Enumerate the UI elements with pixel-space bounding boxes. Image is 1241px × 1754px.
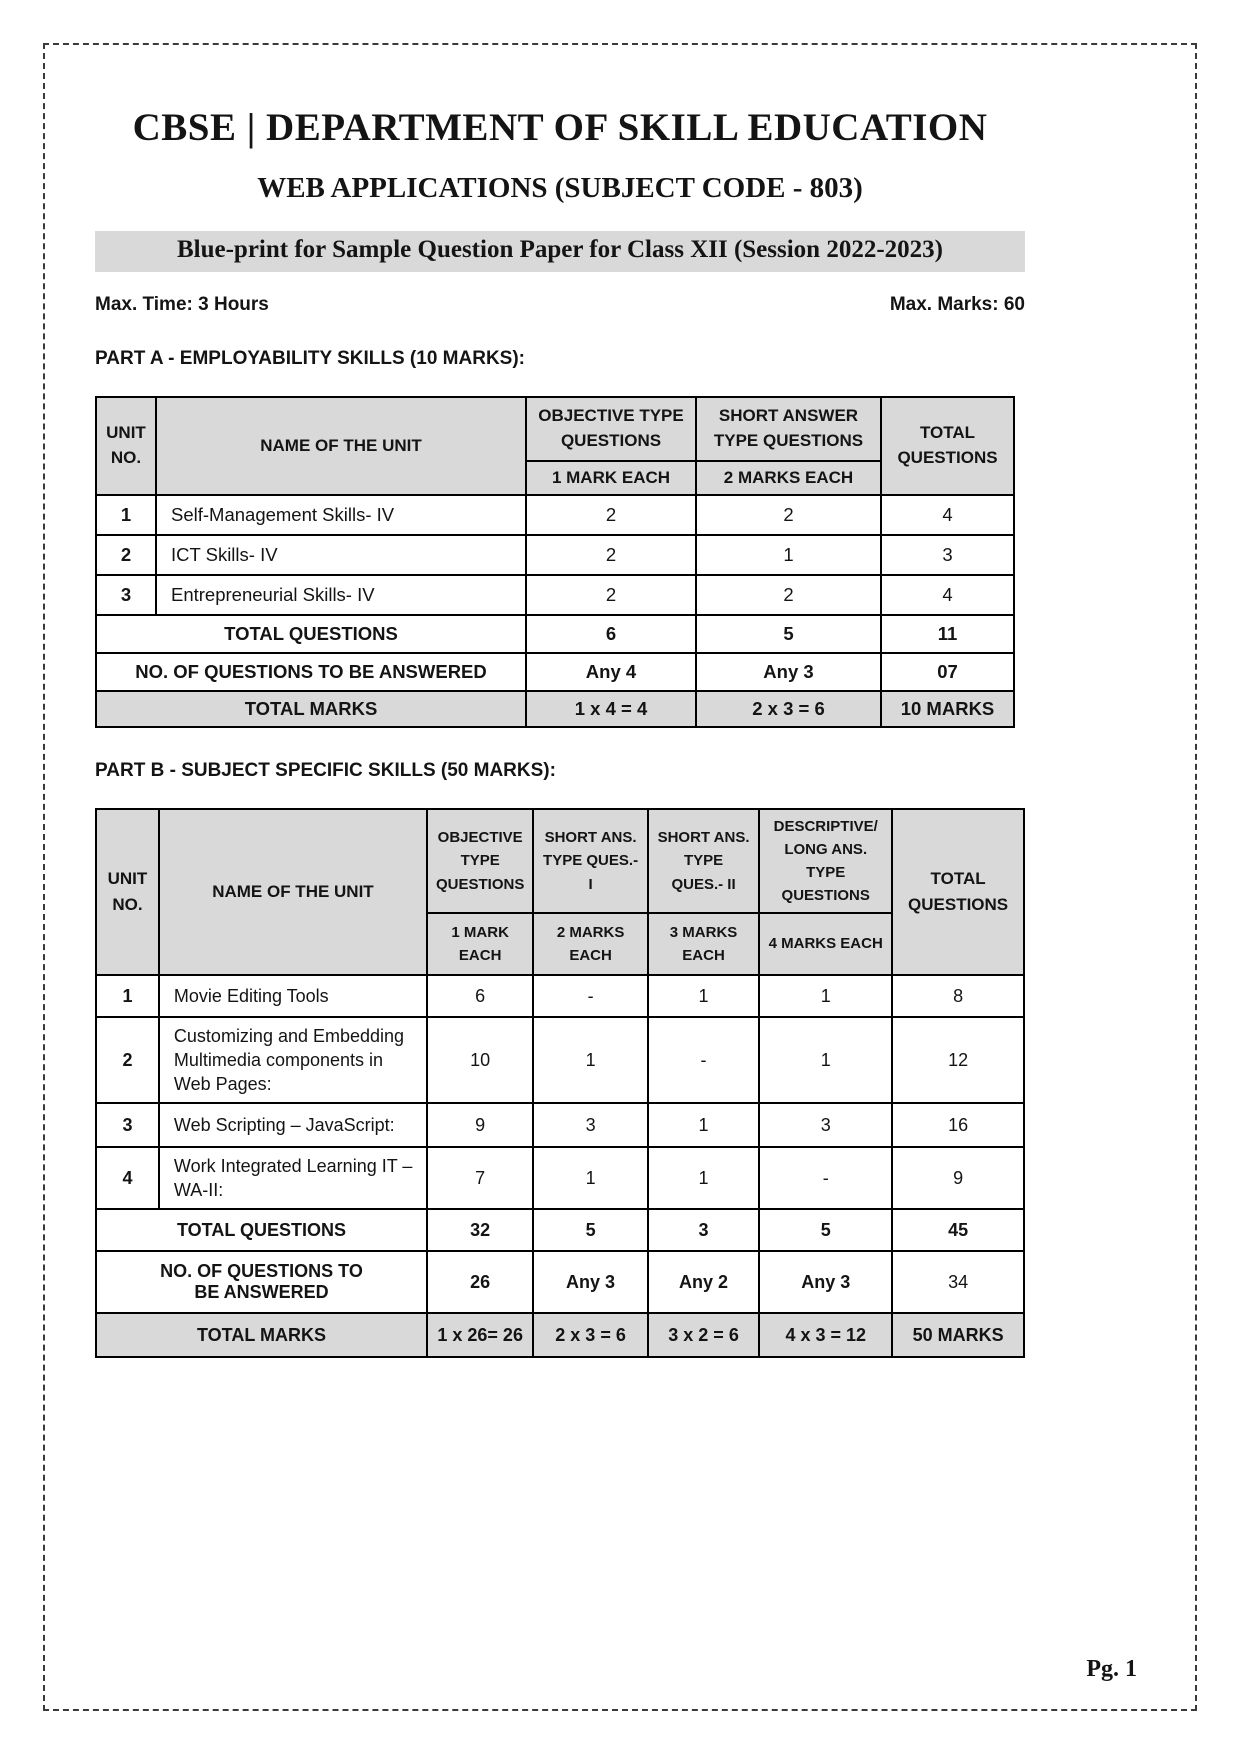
answered-total-cell: 07 [881, 653, 1014, 691]
descriptive-cell: 1 [759, 1017, 892, 1103]
part-a-col-objective: OBJECTIVE TYPE QUESTIONS [526, 397, 696, 461]
part-a-col-unit-no: UNIT NO. [96, 397, 156, 495]
total-short-answer-cell: 5 [696, 615, 881, 653]
unit-no-cell: 1 [96, 495, 156, 535]
total-questions-label: TOTAL QUESTIONS [96, 1209, 427, 1251]
total-total-cell: 11 [881, 615, 1014, 653]
unit-no-cell: 1 [96, 975, 159, 1017]
marks-descriptive-cell: 4 x 3 = 12 [759, 1313, 892, 1357]
table-row [96, 535, 1014, 575]
short2-cell: 1 [648, 1147, 760, 1209]
marks-objective-cell: 1 x 26= 26 [427, 1313, 533, 1357]
exam-meta-row [95, 294, 1025, 316]
marks-total-cell: 50 MARKS [892, 1313, 1024, 1357]
part-a-table [95, 396, 1015, 728]
total-cell: 8 [892, 975, 1024, 1017]
short2-cell: 1 [648, 1103, 760, 1147]
page-number: Pg. 1 [1086, 1656, 1137, 1682]
total-cell: 9 [892, 1147, 1024, 1209]
total-marks-row [96, 691, 1014, 727]
max-marks-label: Max. Marks: 60 [889, 294, 1025, 315]
unit-name-cell: Self-Management Skills- IV [156, 495, 526, 535]
table-row [96, 975, 1024, 1017]
part-a-col-total: TOTAL QUESTIONS [881, 397, 1014, 495]
part-b-subcol-2-marks: 2 MARKS EACH [533, 913, 647, 975]
unit-name-cell: ICT Skills- IV [156, 535, 526, 575]
table-row [96, 575, 1014, 615]
max-time-label: Max. Time: 3 Hours [95, 294, 269, 315]
part-b-subcol-3-marks: 3 MARKS EACH [648, 913, 760, 975]
total-cell: 4 [881, 495, 1014, 535]
marks-short-answer-cell: 2 x 3 = 6 [696, 691, 881, 727]
part-b-col-short1: SHORT ANS. TYPE QUES.- I [533, 809, 647, 913]
to-be-answered-row [96, 653, 1014, 691]
unit-name-cell: Web Scripting – JavaScript: [159, 1103, 427, 1147]
objective-cell: 2 [526, 535, 696, 575]
short2-cell: 1 [648, 975, 760, 1017]
page-title: CBSE | DEPARTMENT OF SKILL EDUCATION [132, 106, 988, 149]
objective-cell: 2 [526, 495, 696, 535]
answered-objective-cell: 26 [427, 1251, 533, 1313]
total-short2-cell: 3 [648, 1209, 760, 1251]
descriptive-cell: - [759, 1147, 892, 1209]
part-b-col-objective: OBJECTIVE TYPE QUESTIONS [427, 809, 533, 913]
objective-cell: 2 [526, 575, 696, 615]
total-cell: 16 [892, 1103, 1024, 1147]
total-questions-row [96, 615, 1014, 653]
total-descriptive-cell: 5 [759, 1209, 892, 1251]
answered-descriptive-cell: Any 3 [759, 1251, 892, 1313]
unit-name-cell: Work Integrated Learning IT – WA-II: [159, 1147, 427, 1209]
to-be-answered-label-text: NO. OF QUESTIONS TO BE ANSWERED [160, 1261, 363, 1302]
answered-objective-cell: Any 4 [526, 653, 696, 691]
total-marks-label: TOTAL MARKS [96, 691, 526, 727]
short1-cell: 3 [533, 1103, 647, 1147]
answered-short-answer-cell: Any 3 [696, 653, 881, 691]
part-b-col-unit-no: UNIT NO. [96, 809, 159, 975]
total-cell: 4 [881, 575, 1014, 615]
short-answer-cell: 1 [696, 535, 881, 575]
unit-no-cell: 2 [96, 535, 156, 575]
to-be-answered-row [96, 1251, 1024, 1313]
part-a-heading: PART A - EMPLOYABILITY SKILLS (10 MARKS): [95, 348, 525, 369]
total-marks-row [96, 1313, 1024, 1357]
table-row [96, 1017, 1024, 1103]
unit-name-cell: Movie Editing Tools [159, 975, 427, 1017]
short2-cell: - [648, 1017, 760, 1103]
part-b-subcol-1-mark: 1 MARK EACH [427, 913, 533, 975]
unit-no-cell: 3 [96, 575, 156, 615]
unit-name-cell: Entrepreneurial Skills- IV [156, 575, 526, 615]
total-objective-cell: 32 [427, 1209, 533, 1251]
total-cell: 12 [892, 1017, 1024, 1103]
objective-cell: 7 [427, 1147, 533, 1209]
to-be-answered-label [96, 1251, 427, 1313]
total-total-cell: 45 [892, 1209, 1024, 1251]
short-answer-cell: 2 [696, 575, 881, 615]
part-b-heading: PART B - SUBJECT SPECIFIC SKILLS (50 MARKS): [95, 760, 556, 781]
table-row [96, 1103, 1024, 1147]
part-b-subcol-4-marks: 4 MARKS EACH [759, 913, 892, 975]
part-a-col-short-answer: SHORT ANSWER TYPE QUESTIONS [696, 397, 881, 461]
marks-total-cell: 10 MARKS [881, 691, 1014, 727]
total-objective-cell: 6 [526, 615, 696, 653]
unit-no-cell: 3 [96, 1103, 159, 1147]
part-b-col-name: NAME OF THE UNIT [159, 809, 427, 975]
blueprint-banner: Blue-print for Sample Question Paper for Class XII (Session 2022-2023) [95, 231, 1025, 272]
short1-cell: 1 [533, 1017, 647, 1103]
total-marks-label: TOTAL MARKS [96, 1313, 427, 1357]
objective-cell: 10 [427, 1017, 533, 1103]
short1-cell: 1 [533, 1147, 647, 1209]
total-questions-label: TOTAL QUESTIONS [96, 615, 526, 653]
total-cell: 3 [881, 535, 1014, 575]
unit-no-cell: 2 [96, 1017, 159, 1103]
part-a-subcol-1-mark: 1 MARK EACH [526, 461, 696, 495]
part-b-col-total: TOTAL QUESTIONS [892, 809, 1024, 975]
unit-name-cell: Customizing and Embedding Multimedia components in Web Pages: [159, 1017, 427, 1103]
part-a-col-name: NAME OF THE UNIT [156, 397, 526, 495]
descriptive-cell: 1 [759, 975, 892, 1017]
part-a-subcol-2-marks: 2 MARKS EACH [696, 461, 881, 495]
to-be-answered-label: NO. OF QUESTIONS TO BE ANSWERED [96, 653, 526, 691]
short1-cell: - [533, 975, 647, 1017]
marks-objective-cell: 1 x 4 = 4 [526, 691, 696, 727]
part-b-col-short2: SHORT ANS. TYPE QUES.- II [648, 809, 760, 913]
total-short1-cell: 5 [533, 1209, 647, 1251]
unit-no-cell: 4 [96, 1147, 159, 1209]
answered-short1-cell: Any 3 [533, 1251, 647, 1313]
objective-cell: 9 [427, 1103, 533, 1147]
answered-total-cell: 34 [892, 1251, 1024, 1313]
marks-short1-cell: 2 x 3 = 6 [533, 1313, 647, 1357]
short-answer-cell: 2 [696, 495, 881, 535]
answered-short2-cell: Any 2 [648, 1251, 760, 1313]
page-subtitle: WEB APPLICATIONS (SUBJECT CODE - 803) [257, 172, 863, 204]
total-questions-row [96, 1209, 1024, 1251]
table-row [96, 495, 1014, 535]
objective-cell: 6 [427, 975, 533, 1017]
part-b-table [95, 808, 1025, 1358]
page-content [95, 95, 1025, 1358]
marks-short2-cell: 3 x 2 = 6 [648, 1313, 760, 1357]
table-row [96, 1147, 1024, 1209]
part-b-col-descriptive: DESCRIPTIVE/ LONG ANS. TYPE QUESTIONS [759, 809, 892, 913]
descriptive-cell: 3 [759, 1103, 892, 1147]
